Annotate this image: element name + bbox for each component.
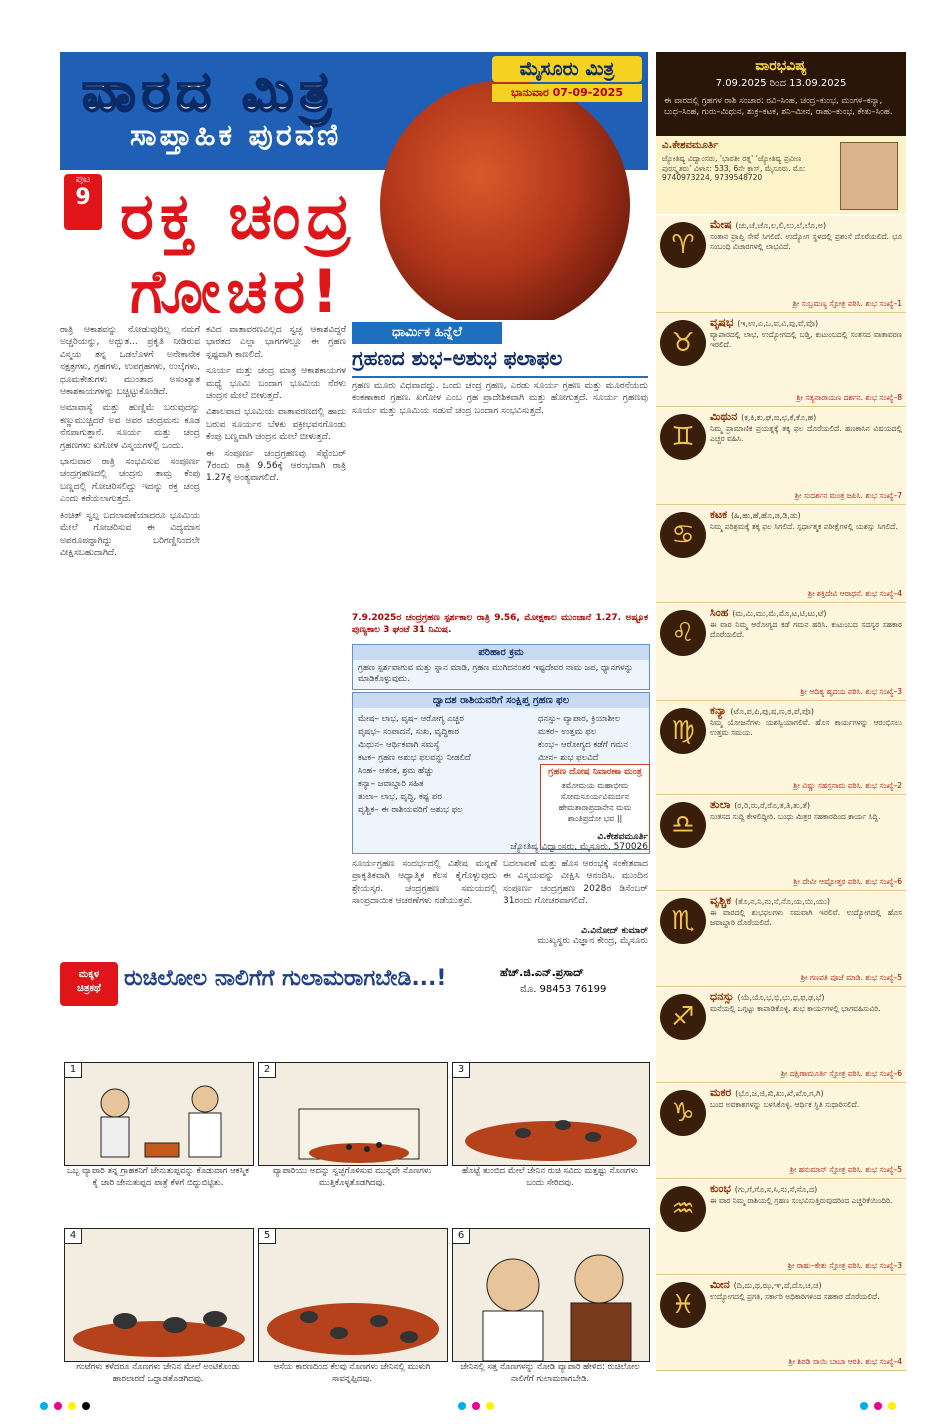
sign-mesha [656, 216, 906, 313]
sign-letters: (ಕ,ಕಿ,ಕು,ಘ,ಙ,ಛ,ಕೆ,ಕೊ,ಹ) [741, 413, 817, 422]
headline-line-2: ಗೋಚರ! [130, 257, 345, 320]
sign-title: ಮೀನ [710, 1278, 730, 1291]
panel-illustration [453, 1063, 649, 1165]
rashi-line: ವೃಷಭ– ಸಂಪಾದನೆ, ಸುಖ, ವೃದ್ಧಿಕಾರ [358, 727, 459, 737]
sign-text: ಸಂತಸದ ಸುದ್ದಿ ಕೇಳಲಿದ್ದೀರಿ. ಬಂಧು ಮಿತ್ರರ ಸಹಕಾರದಿಂದ ಕಾರ್ಯ ಸಿದ್ಧಿ. [710, 812, 881, 821]
sign-letters: (ದಿ,ದು,ಥ,ಝ,ಞ,ದೆ,ದೊ,ಚ,ಚಿ) [733, 1281, 822, 1290]
sign-kataka [656, 506, 906, 603]
sign-text: ಸಂತಾನ ಪ್ರಾಪ್ತಿ ಸೇವೆ ಸಿಗಲಿದೆ. ಉದ್ಯೋಗ ಸ್ಥಳದಲ್ಲಿ ಪ್ರಶಂಸೆ ದೊರೆಯಲಿದೆ. ಭೂ ಸಂಬಂಧಿ ವಿಚಾರಗಳಲ್ಲಿ ಲಾಭವಿದೆ. [710, 232, 902, 251]
virgo-icon: ♍ [660, 708, 706, 754]
sign-letters: (ಗು,ಗೆ,ಗೊ,ಸ,ಸಿ,ಸು,ಸೆ,ಸೊ,ದ) [734, 1185, 818, 1194]
feature-tag: ಧಾರ್ಮಿಕ ಹಿನ್ನೆಲೆ [352, 322, 502, 344]
comic-badge [60, 962, 118, 1006]
taurus-icon: ♉ [660, 320, 706, 366]
sign-text: ಈ ವಾರ ನಿಮ್ಮ ಆರೋಗ್ಯದ ಕಡೆ ಗಮನ ಹರಿಸಿ. ಕುಟುಂಬದ ಸದಸ್ಯರ ಸಹಕಾರ ದೊರೆಯಲಿದೆ. [710, 620, 902, 639]
rashi-line: ಮೀನ– ಶುಭ ಫಲವಿದೆ [538, 753, 599, 763]
article-paragraph: ಭಾನುವಾರ ರಾತ್ರಿ ಸಂಭವಿಸುವ ಸಂಪೂರ್ಣ ಚಂದ್ರಗ್ರಹಣದಲ್ಲಿ ಚಂದ್ರನು ತಾಮ್ರ ಕೆಂಪು ಬಣ್ಣದಲ್ಲಿ ಗೋಚರಿಸಲಿದ್ದು ಇದನ್ನು ರಕ್ತ ಚಂದ್ರ ಎಂದು ಕರೆಯಲಾಗುತ್ತದೆ. [60, 457, 200, 505]
sign-name [710, 1182, 817, 1196]
astrologer-box [656, 136, 906, 214]
article-paragraph: ಈ ಸಂಪೂರ್ಣ ಚಂದ್ರಗ್ರಹಣವು ಸೆಪ್ಟೆಂಬರ್ 7ರಂದು ರಾತ್ರಿ 9.56ಕ್ಕೆ ಆರಂಭವಾಗಿ ರಾತ್ರಿ 1.27ಕ್ಕೆ ಅಂತ್ಯವಾಗಲಿದೆ. [206, 448, 346, 484]
rashi-line: ವೃಶ್ಚಿಕ– ಈ ರಾಶಿಯವರಿಗೆ ಅಶುಭ ಫಲ [358, 805, 463, 815]
registration-dot [874, 1402, 882, 1410]
astrologer-info: ಜ್ಯೋತಿಷ್ಯ ವಿದ್ವಾಂಸರು, 'ಭಾರತೀ ರತ್ನ' ‘ಜ್ಯೋತಿಷ್ಯ ಪ್ರವೀಣ ಪುರಸ್ಕೃತರು’ ವಿಳಾಸ: 533, 6ನೇ ಕ್ರಾಸ್, ಮೈಸೂರು. ಮೊ: 9740973224, 9739548720 [662, 154, 806, 182]
article-paragraph: ಅಮಾವಾಸ್ಯೆ ಮತ್ತು ಹುಣ್ಣಿಮೆ ಬರುವುದನ್ನು ಕಣ್ಣುಮುಚ್ಚಿದರೆ ಅವ ಅವರ ಚಂದ್ರಮನು ಕೂಡ ನೆನಪಾಗುತ್ತಾನೆ. ಸೂರ್ಯ ಮತ್ತು ಚಂದ್ರ ಗ್ರಹಣಗಳು ಖಗೋಳ ವಿಸ್ಮಯಗಳಲ್ಲಿ ಒಂದು. [60, 403, 200, 451]
registration-dot [82, 1402, 90, 1410]
comic-title: ರುಚಿಲೋಲ ನಾಲಿಗೆಗೆ ಗುಲಾಮರಾಗಬೇಡಿ...! [124, 966, 447, 991]
leo-icon: ♌ [660, 610, 706, 656]
sign-meena [656, 1276, 906, 1371]
panel-caption: ಆಸೆಯ ಕಾರಣದಿಂದ ಕೆಲವು ನೊಣಗಳು ಜೇನಿನಲ್ಲಿ ಮುಳುಗಿ ಸಾವನ್ನಪ್ಪಿದವು. [273, 1362, 431, 1384]
newspaper-brand: ಮೈಸೂರು ಮಿತ್ರ [492, 56, 642, 82]
supplement-subtitle: ಸಾಪ್ತಾಹಿಕ ಪುರವಣಿ [130, 118, 342, 153]
horoscope-intro: ಈ ವಾರದಲ್ಲಿ ಗ್ರಹಗಳ ರಾಶಿ ಸಂಚಾರ: ರವಿ–ಸಿಂಹ, ಚಂದ್ರ–ಕುಂಭ, ಮಂಗಳ–ಕನ್ಯಾ, ಬುಧ–ಸಿಂಹ, ಗುರು–ಮಿಥುನ, ಶುಕ್ರ–ಕಟಕ, ಶನಿ–ಮೀನ, ರಾಹು–ಕುಂಭ, ಕೇತು–ಸಿಂಹ. [664, 96, 893, 117]
feature-byline [480, 832, 648, 852]
sign-title: ತುಲಾ [710, 798, 731, 811]
sign-name [710, 218, 826, 232]
sign-letters: (ಹಿ,ಹು,ಹೆ,ಹೊ,ಡ,ಡಿ,ಡು) [730, 511, 801, 520]
sign-footer: ಶ್ರೀ ಆದಿತ್ಯ ಹೃದಯ ಪಠಿಸಿ. ಶುಭ ಸಂಖ್ಯೆ–3 [800, 687, 902, 696]
sign-vrishchika [656, 892, 906, 987]
sign-name [710, 410, 816, 424]
sign-footer: ಶ್ರೀ ಹನುಮಾನ್ ಸ್ತೋತ್ರ ಪಠಿಸಿ. ಶುಭ ಸಂಖ್ಯೆ–5 [789, 1165, 902, 1174]
panel-number: 4 [65, 1229, 82, 1244]
page-label: ಪುಟ [75, 174, 91, 185]
comic-author: ಹೆಚ್.ಜಿ.ಎನ್.ಪ್ರಸಾದ್ [500, 966, 584, 979]
registration-dot [458, 1402, 466, 1410]
comic-panel [258, 1228, 448, 1362]
article-paragraph: ಕಿಂಚಿತ್ ಸ್ವಲ್ಪ ಬದಲಾವಣೆಯಾದರೂ ಭೂಮಿಯ ಮೇಲೆ ಗೋಚರಿಸುವ ಈ ವಿದ್ಯಮಾನ ಅಪರೂಪದ್ದಾಗಿದ್ದು ಬರಿಗಣ್ಣಿನಿಂದಲೇ ವೀಕ್ಷಿಸಬಹುದಾಗಿದೆ. [60, 510, 200, 558]
remedy-box [352, 644, 650, 690]
article-paragraph: ವಿಶಾಲವಾದ ಭೂಮಿಯ ವಾತಾವರಣದಲ್ಲಿ ಹಾದು ಬರುವ ಸೂರ್ಯನ ಬೆಳಕು ವಕ್ರೀಭವನಗೊಂಡು ಕೆಂಪು ಬಣ್ಣವಾಗಿ ಚಂದ್ರನ ಮೇಲೆ ಬೀಳುತ್ತದೆ. [206, 407, 346, 443]
astrologer-name: ವಿ.ಕೇಶವಮೂರ್ತಿ [662, 140, 719, 151]
panel-number: 5 [259, 1229, 276, 1244]
rashi-line: ಕನ್ಯಾ– ಜವಾಬ್ದಾರಿ ಸಹಿತ [358, 779, 424, 789]
aquarius-icon: ♒ [660, 1186, 706, 1232]
comic-badge-line-1: ಮಕ್ಕಳ [78, 969, 100, 980]
sign-title: ವೃಷಭ [710, 316, 734, 329]
registration-dot [68, 1402, 76, 1410]
sign-footer: ಶ್ರೀ ಶಕ್ತಿದೇವಿ ಆರಾಧನೆ. ಶುಭ ಸಂಖ್ಯೆ–4 [807, 589, 902, 598]
sign-name [710, 606, 826, 620]
blood-moon-image [380, 80, 630, 320]
sign-vrishabha [656, 314, 906, 407]
rashi-line: ಮಿಥುನ– ಆರ್ಥಿಕವಾಗಿ ಸಮಸ್ಯೆ [358, 740, 440, 750]
sign-tula [656, 796, 906, 891]
sign-footer: ಶ್ರೀ ದಕ್ಷಿಣಾಮೂರ್ತಿ ಸ್ತೋತ್ರ ಪಠಿಸಿ. ಶುಭ ಸಂಖ್ಯೆ–6 [780, 1069, 902, 1078]
remedy-title: ಪರಿಹಾರ ಕ್ರಮ [353, 645, 649, 660]
page-number-badge [64, 174, 102, 230]
sign-title: ವೃಶ್ಚಿಕ [710, 894, 732, 907]
sign-title: ಕಟಕ [710, 508, 728, 521]
feature-author-2: ವಿ.ವಿನೋದ್ ಕುಮಾರ್ [581, 926, 648, 936]
sign-letters: (ಮ,ಮಿ,ಮು,ಮೆ,ಮೊ,ಟ,ಟಿ,ಟು,ಟೆ) [732, 609, 827, 618]
rashi-summary-title: ದ್ವಾದಶ ರಾಶಿಯವರಿಗೆ ಸಂಕ್ಷಿಪ್ತ ಗ್ರಹಣ ಫಲ [353, 693, 649, 708]
feature-title: ಗ್ರಹಣದ ಶುಭ–ಅಶುಭ ಫಲಾಫಲ [352, 346, 648, 378]
rashi-line: ತುಲಾ– ಲಾಭ, ವೃದ್ಧಿ, ಕಷ್ಟ ಪರ [358, 792, 442, 802]
sign-title: ಸಿಂಹ [710, 606, 729, 619]
comic-panel [258, 1062, 448, 1166]
sign-title: ಮೇಷ [710, 218, 732, 231]
sign-title: ಮಕರ [710, 1086, 732, 1099]
panel-number: 3 [453, 1063, 470, 1078]
sign-footer: ಶ್ರೀ ಸುದರ್ಶನ ಮಂತ್ರ ಜಪಿಸಿ. ಶುಭ ಸಂಖ್ಯೆ–7 [794, 491, 902, 500]
rashi-line: ಮಕರ– ಉತ್ತಮ ಫಲ [538, 727, 597, 737]
comic-panel [64, 1228, 254, 1362]
capricorn-icon: ♑ [660, 1090, 706, 1136]
libra-icon: ♎ [660, 802, 706, 848]
sign-text: ನಿಮ್ಮ ಯೋಜನೆಗಳು ಯಶಸ್ವಿಯಾಗಲಿವೆ. ಹೊಸ ಕಾರ್ಯಗಳನ್ನು ಆರಂಭಿಸಲು ಉತ್ತಮ ಸಮಯ. [710, 718, 902, 737]
comic-panel [64, 1062, 254, 1166]
feature-body-text: ಗ್ರಹಣ ಮೂರು ವಿಧವಾದದ್ದು. ಒಂದು ಚಂದ್ರ ಗ್ರಹಣ, ಎರಡು ಸೂರ್ಯ ಗ್ರಹಣ ಮತ್ತು ಮೂರನೆಯದು ಕಂಕಣಾಕಾರ ಗ್ರಹಣ. ಖಗೋಳ ಎಂಬ ಗ್ರಹ ಪ್ರಾದೇಶಿಕವಾಗಿ ಮತ್ತು ಹೋಗುತ್ತದೆ. ಸೂರ್ಯ ಗ್ರಹಣವು ಸೂರ್ಯ ಮತ್ತು ಭೂಮಿಯ ನಡುವೆ ಚಂದ್ರ ಬಂದಾಗ ಸಂಭವಿಸುತ್ತದೆ. [352, 381, 648, 416]
panel-number: 2 [259, 1063, 276, 1078]
sign-name [710, 1086, 824, 1100]
sign-footer: ಶ್ರೀ ವಿಷ್ಣು ಸಹಸ್ರನಾಮ ಪಠಿಸಿ. ಶುಭ ಸಂಖ್ಯೆ–2 [793, 781, 902, 790]
feature-author-place: ಜ್ಯೋತಿಷ್ಯ ವಿದ್ವಾಂಸರು, ಮೈಸೂರು. 570026 [510, 842, 648, 852]
comic-panel [452, 1228, 650, 1362]
masthead [60, 52, 648, 320]
sign-footer: ಶ್ರೀ ಸತ್ಯನಾರಾಯಣ ದರ್ಶನ. ಶುಭ ಸಂಖ್ಯೆ–8 [796, 393, 902, 402]
comic-phone: ಮೊ. 98453 76199 [520, 984, 607, 995]
panel-illustration [65, 1063, 253, 1165]
comic-badge-line-2: ಚಿತ್ರಕಥೆ [77, 983, 101, 994]
panel-caption: ಹೊಟ್ಟೆ ತುಂಬಿದ ಮೇಲೆ ಜೇನಿನ ರುಚಿ ಸವಿದು ಮತ್ತಷ್ಟು ನೊಣಗಳು ಬಂದು ಸೇರಿದವು. [462, 1166, 638, 1188]
sign-text: ನಿಮ್ಮ ಪ್ರಾಮಾಣಿಕ ಪ್ರಯತ್ನಕ್ಕೆ ತಕ್ಕ ಫಲ ದೊರೆಯಲಿದೆ. ಹಣಕಾಸಿನ ವಿಷಯದಲ್ಲಿ ಎಚ್ಚರ ವಹಿಸಿ. [710, 424, 902, 443]
sign-name [710, 704, 814, 718]
sign-footer: ಶ್ರೀ ಸುಬ್ರಮಣ್ಯ ಸ್ತೋತ್ರ ಪಠಿಸಿ. ಶುಭ ಸಂಖ್ಯೆ–1 [792, 299, 902, 308]
sign-title: ಕನ್ಯಾ [710, 704, 727, 717]
gemini-icon: ♊ [660, 414, 706, 460]
comic-panel [452, 1062, 650, 1166]
sign-mithuna [656, 408, 906, 505]
pisces-icon: ♓ [660, 1282, 706, 1328]
sign-name [710, 990, 825, 1004]
sign-text: ಬಂದ ಅವಕಾಶಗಳನ್ನು ಬಳಸಿಕೊಳ್ಳಿ. ಆರ್ಥಿಕ ಸ್ಥಿತಿ ಸುಧಾರಿಸಲಿದೆ. [710, 1100, 860, 1109]
feature-highlight: 7.9.2025ರ ಚಂದ್ರಗ್ರಹಣ ಸ್ಪರ್ಶಕಾಲ ರಾತ್ರಿ 9.56, ಮೋಕ್ಷಕಾಲ ಮುಂಜಾನೆ 1.27. ಅಷ್ಟೂಕ ಪುಣ್ಯಕಾಲ 3 ಘಂಟೆ 31 ನಿಮಿಷ. [352, 613, 648, 636]
sign-letters: (ಟೊ,ಪ,ಪಿ,ಪು,ಷ,ಣ,ಠ,ಪೆ,ಪೊ) [730, 707, 815, 716]
article-column-2 [206, 324, 346, 954]
sign-dhanus [656, 988, 906, 1083]
sign-kumbha [656, 1180, 906, 1275]
registration-dot [888, 1402, 896, 1410]
sign-footer: ಶ್ರೀ ಶಿರಡಿ ಸಾಯಿ ಬಾಬಾ ಆರತಿ. ಶುಭ ಸಂಖ್ಯೆ–4 [788, 1357, 902, 1366]
panel-caption: ಜೇನಿನಲ್ಲಿ ಸತ್ತ ನೊಣಗಳನ್ನು ನೋಡಿ ವ್ಯಾಪಾರಿ ಹೇಳಿದ: ರುಚಿಲೋಲ ನಾಲಿಗೆಗೆ ಗುಲಾಮರಾಗಬೇಡಿ. [460, 1362, 640, 1384]
horoscope-date-range: 7.09.2025 ರಿಂದ 13.09.2025 [715, 78, 847, 89]
article-column-1 [60, 324, 200, 954]
rashi-line: ಕಟಕ– ಗ್ರಹಣ ಅಶುಭ ಫಲವನ್ನು ನೀಡಲಿದೆ [358, 753, 471, 763]
sign-letters: (ರ,ರಿ,ರು,ರೆ,ರೊ,ತ,ತಿ,ತು,ತೆ) [734, 801, 811, 810]
panel-number: 1 [65, 1063, 82, 1078]
sign-footer: ಶ್ರೀ ಗಣಪತಿ ಪೂಜೆ ಮಾಡಿ. ಶುಭ ಸಂಖ್ಯೆ–5 [800, 973, 902, 982]
aries-icon: ♈ [660, 222, 706, 268]
sign-kanya [656, 702, 906, 795]
scorpio-icon: ♏ [660, 898, 706, 944]
sign-letters: (ತೊ,ನ,ನಿ,ನು,ನೆ,ನೊ,ಯ,ಯಿ,ಯು) [734, 897, 831, 906]
registration-dot [472, 1402, 480, 1410]
registration-dot [54, 1402, 62, 1410]
page-number: 9 [75, 185, 91, 210]
supplement-title: ವಾರದ ಮಿತ್ರ [82, 60, 337, 123]
sign-simha [656, 604, 906, 701]
mantra-text: ತಮೋಮಯ ಮಹಾಭೀಮ ಸೋಮಸೂರ್ಯವಿಮರ್ದನ ಹೇಮತಾರಾಪ್ರದಾನೇನ ಮಮ ಶಾಂತಿಪ್ರದೋ ಭವ || [558, 781, 632, 823]
rashi-summary-left [353, 711, 541, 821]
article-paragraph: ಸೂರ್ಯ ಮತ್ತು ಚಂದ್ರ ಮಾತ್ರ ಆಕಾಶಕಾಯಗಳ ಮಧ್ಯೆ ಭೂಮಿ ಬಂದಾಗ ಭೂಮಿಯ ನೆರಳು ಚಂದ್ರನ ಮೇಲೆ ಬೀಳುತ್ತದೆ. [206, 366, 346, 402]
sign-text: ಈ ವಾರದಲ್ಲಿ ಶುಭಫಲಗಳು ಸಮವಾಗಿ ಇರಲಿವೆ. ಉದ್ಯೋಗದಲ್ಲಿ ಹೊಸ ಜವಾಬ್ದಾರಿ ದೊರೆಯಲಿದೆ. [710, 908, 902, 927]
feature-body [352, 380, 648, 510]
cancer-icon: ♋ [660, 512, 706, 558]
sign-letters: (ಇ,ಉ,ಎ,ಒ,ವ,ವಿ,ವು,ವೆ,ವೊ) [737, 319, 819, 328]
sign-letters: (ಭೊ,ಜ,ಜಿ,ಖಿ,ಖು,ಖೆ,ಖೊ,ಗ,ಗಿ) [735, 1089, 824, 1098]
article-paragraph: ರಾತ್ರಿ ಆಕಾಶವನ್ನು ನೋಡುವುದಿಲ್ಲ ನಮಗೆ ಅಚ್ಚರಿಯನ್ನು, ಅದ್ಭುತ... ಪ್ರಕೃತಿ ನೀಡಿರುವ ವಿಸ್ಮಯ ತನ್ನ ಒಡಲೊಳಗೆ ಅನೇಕಾನೇಕ ನಕ್ಷತ್ರಗಳು, ಗ್ರಹಗಳು, ಉಪಗ್ರಹಗಳು, ಉಲ್ಕೆಗಳು, ಧೂಮಕೇತುಗಳು ಮುಂತಾದ ಅಸಂಖ್ಯಾತ ಆಕಾಶಕಾಯಗಳನ್ನು ಬಚ್ಚಿಟ್ಟುಕೊಂಡಿದೆ. [60, 325, 200, 398]
horoscope-title: ವಾರಭವಿಷ್ಯ [755, 58, 807, 74]
panel-illustration [259, 1229, 447, 1361]
article-paragraph: ಕವಿದ ವಾತಾವರಣವಿಲ್ಲದ ಸ್ವಚ್ಛ ಆಕಾಶವಿದ್ದರೆ ಭಾರತದ ಎಲ್ಲಾ ಭಾಗಗಳಲ್ಲೂ ಈ ಗ್ರಹಣ ಸ್ಪಷ್ಟವಾಗಿ ಕಾಣಲಿದೆ. [206, 325, 346, 360]
sign-text: ಉದ್ಯೋಗದಲ್ಲಿ ಪ್ರಗತಿ, ಸರ್ಕಾರಿ ಅಧಿಕಾರಿಗಳಿಂದ ಸಹಕಾರ ದೊರೆಯಲಿದೆ. [710, 1292, 880, 1301]
sign-title: ಮಿಥುನ [710, 410, 738, 423]
sign-name [710, 316, 818, 330]
sign-title: ಧನಸ್ಸು [710, 990, 734, 1003]
rashi-line: ಮೇಷ– ಲಾಭ, ವೃಷ– ಆರೋಗ್ಯ ಎಚ್ಚರ [358, 714, 464, 724]
mantra-title: ಗ್ರಹಣ ದೋಷ ನಿವಾರಣಾ ಮಂತ್ರ [548, 767, 642, 777]
registration-dot [486, 1402, 494, 1410]
sagittarius-icon: ♐ [660, 994, 706, 1040]
sign-name [710, 798, 810, 812]
sign-title: ಕುಂಭ [710, 1182, 731, 1195]
feature-author-2-note: ಮುಖ್ಯಸ್ಥರು ವಿಜ್ಞಾನ ಕೇಂದ್ರ, ಮೈಸೂರು [537, 936, 648, 946]
rashi-summary-right [533, 711, 653, 769]
registration-dot [40, 1402, 48, 1410]
sign-footer: ಶ್ರೀ ರಾಹು–ಕೇತು ಸ್ತೋತ್ರ ಪಠಿಸಿ. ಶುಭ ಸಂಖ್ಯೆ–3 [787, 1261, 902, 1270]
comic-header [60, 960, 648, 1010]
sign-name [710, 508, 801, 522]
sign-text: ನಿಮ್ಮ ಪರಿಶ್ರಮಕ್ಕೆ ತಕ್ಕ ಫಲ ಸಿಗಲಿದೆ. ಸ್ಪರ್ಧಾತ್ಮಕ ಪರೀಕ್ಷೆಗಳಲ್ಲಿ ಯಶಸ್ಸು ಸಿಗಲಿದೆ. [710, 522, 898, 531]
registration-dot [860, 1402, 868, 1410]
sign-letters: (ಚು,ಚೆ,ಚೊ,ಲ,ಲಿ,ಲು,ಲೆ,ಲೊ,ಅ) [735, 221, 827, 230]
feature-author: ವಿ.ಕೇಶವಮೂರ್ತಿ [597, 832, 648, 842]
headline-line-1: ರಕ್ತ ಚಂದ್ರ [120, 180, 357, 254]
rashi-line: ಧನಸ್ಸು– ವ್ಯಾಪಾರ, ಕ್ರಿಯಾಶೀಲ [538, 714, 621, 724]
feature-byline-2 [503, 926, 648, 946]
sign-text: ಮನೆಯಲ್ಲಿ ಒಗ್ಗಟ್ಟು ಕಾಪಾಡಿಕೊಳ್ಳಿ. ಶುಭ ಕಾರ್ಯಗಳಲ್ಲಿ ಭಾಗವಹಿಸುವಿರಿ. [710, 1004, 881, 1013]
panel-illustration [453, 1229, 649, 1361]
panel-caption: ಗಂಟೆಗಳು ಕಳೆದರೂ ನೊಣಗಳು ಜೇನಿನ ಮೇಲೆ ಅಂಟಿಕೊಂಡು ಹಾರಲಾರದೆ ಒದ್ದಾಡತೊಡಗಿದವು. [76, 1362, 240, 1384]
panel-number: 6 [453, 1229, 470, 1244]
sign-text: ಈ ವಾರ ನಿಮ್ಮ ರಾಶಿಯಲ್ಲಿ ಗ್ರಹಣ ಸಂಭವಿಸುತ್ತಿರುವುದರಿಂದ ಎಚ್ಚರಿಕೆಯಿಂದಿರಿ. [710, 1196, 893, 1205]
panel-illustration [65, 1229, 253, 1361]
rashi-line: ಕುಂಭ– ಆರೋಗ್ಯದ ಕಡೆಗೆ ಗಮನ [538, 740, 628, 750]
sign-name [710, 894, 830, 908]
feature-lower-right: ಬದಲಾವಣೆ ಮತ್ತು ಹೊಸ ಆರಂಭಕ್ಕೆ ಸಂಕೇತವಾದ ಈ ವಿಸ್ಮಯವನ್ನು ವೀಕ್ಷಿಸಿ ಆನಂದಿಸಿ. ಮುಂದಿನ ಸಂಪೂರ್ಣ ಚಂದ್ರಗ್ರಹಣ 2028ರ ಡಿಸೆಂಬರ್ 31ರಂದು ಗೋಚರವಾಗಲಿದೆ. [503, 859, 648, 907]
panel-caption: ವ್ಯಾಪಾರಿಯು ಅದನ್ನು ಸ್ವಚ್ಛಗೊಳಿಸುವ ಮುನ್ನವೇ ನೊಣಗಳು ಮುತ್ತಿಕೊಳ್ಳತೊಡಗಿದವು. [272, 1166, 432, 1188]
rashi-line: ಸಿಂಹ– ಆತಂಕ, ಶ್ರಮ ಹೆಚ್ಚು [358, 766, 434, 776]
issue-date: ಭಾನುವಾರ 07-09-2025 [492, 84, 642, 102]
panel-caption: ಒಬ್ಬ ವ್ಯಾಪಾರಿ ತನ್ನ ಗ್ರಾಹಕನಿಗೆ ಜೇನುತುಪ್ಪವನ್ನು ಕೊಡುವಾಗ ಆಕಸ್ಮಿಕ ಕೈ ಜಾರಿ ಜೇನುತುಪ್ಪದ ಪಾತ್ರೆ ಕೆಳಗೆ ಬಿದ್ದುಬಿಟ್ಟಿತು. [67, 1166, 249, 1188]
astrologer-photo [840, 142, 898, 210]
sign-letters: (ಯೆ,ಯೊ,ಭ,ಭಿ,ಭು,ಧ,ಫ,ಢ,ಭೆ) [737, 993, 825, 1002]
feature-lower-left: ಸೂರ್ಯಗ್ರಹಣ ಸಂದರ್ಭದಲ್ಲಿ ವಿಶೇಷ ಮನ್ನಣೆ ಪ್ರಾಕೃತಿಕವಾಗಿ ಆಧ್ಯಾತ್ಮಿಕ ಕೆಲಸ ಕೈಗೊಳ್ಳುವುದು ಶ್ರೇಯಸ್ಕರ. ಚಂದ್ರಗ್ರಹಣ ಸಮಯದಲ್ಲಿ ಸಾಂಪ್ರದಾಯಿಕ ಆಚರಣೆಗಳು ನಡೆಯುತ್ತವೆ. [352, 859, 497, 907]
sign-footer: ಶ್ರೀ ದೇವೀ ಆಷ್ಟೋತ್ತರ ಪಠಿಸಿ. ಶುಭ ಸಂಖ್ಯೆ–6 [793, 877, 902, 886]
panel-illustration [259, 1063, 447, 1165]
sign-makara [656, 1084, 906, 1179]
remedy-text: ಗ್ರಹಣ ಸ್ಪರ್ಶವಾಗುವ ಮತ್ತು ಸ್ನಾನ ಮಾಡಿ, ಗ್ರಹಣ ಮುಗಿದನಂತರ ಇಷ್ಟದೇವರ ನಾಮ ಜಪ, ಧ್ಯಾನಗಳನ್ನು ಮಾಡಿಕೊಳ್ಳುವುದು. [358, 663, 634, 684]
sign-name [710, 1278, 822, 1292]
sign-text: ವ್ಯಾಪಾರದಲ್ಲಿ ಲಾಭ, ಉದ್ಯೋಗದಲ್ಲಿ ಬಡ್ತಿ, ಕುಟುಂಬದಲ್ಲಿ ಸಂತಸದ ವಾತಾವರಣ ಇರಲಿದೆ. [710, 330, 902, 349]
